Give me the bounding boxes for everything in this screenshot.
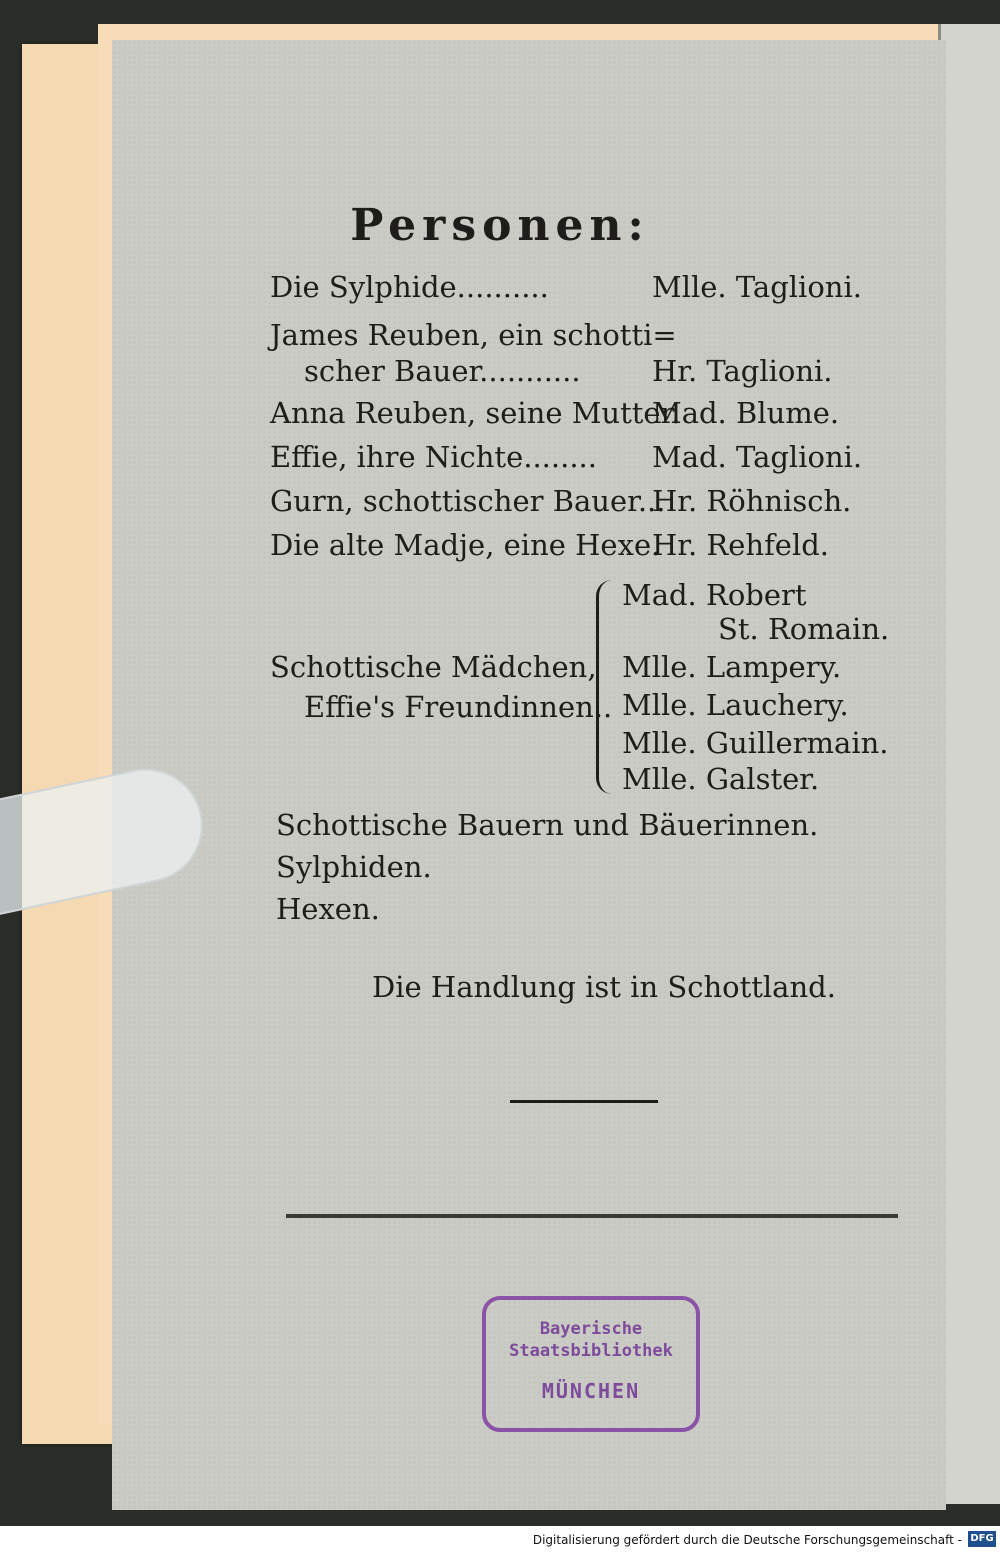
- cast-actor: Mad. Taglioni.: [652, 440, 863, 474]
- stamp-city: MÜNCHEN: [541, 1379, 641, 1403]
- group-actor: Mlle. Lauchery.: [622, 688, 849, 722]
- stamp-line: Staatsbibliothek: [509, 1341, 673, 1361]
- page-heading: Personen:: [350, 200, 650, 251]
- page-rule: [286, 1214, 898, 1218]
- group-role: Effie's Freundinnen..: [304, 690, 613, 724]
- footer-bar: [0, 1526, 1000, 1554]
- cast-actor: Hr. Taglioni.: [652, 354, 833, 388]
- cast-actor: Mad. Blume.: [652, 396, 840, 430]
- stamp-line: Bayerische: [539, 1319, 643, 1339]
- cast-role: Anna Reuben, seine Mutter.: [270, 396, 681, 430]
- book-page: [112, 40, 946, 1510]
- setting-line: Die Handlung ist in Schottland.: [372, 970, 836, 1004]
- section-divider: [510, 1100, 658, 1103]
- dfg-logo: DFG: [968, 1531, 996, 1547]
- group-actor: St. Romain.: [718, 612, 890, 646]
- group-actor: Mlle. Lampery.: [622, 650, 842, 684]
- group-actor: Mlle. Galster.: [622, 762, 820, 796]
- group-actor: Mad. Robert: [622, 578, 807, 612]
- extras-line: Hexen.: [276, 892, 380, 926]
- group-actor: Mlle. Guillermain.: [622, 726, 889, 760]
- cast-actor: Mlle. Taglioni.: [652, 270, 862, 304]
- cast-role: scher Bauer...........: [304, 354, 581, 388]
- extras-line: Schottische Bauern und Bäuerinnen.: [276, 808, 819, 842]
- cast-actor: Hr. Rehfeld.: [652, 528, 830, 562]
- cast-role: Die Sylphide..........: [270, 270, 549, 304]
- cast-role: Gurn, schottischer Bauer...: [270, 484, 666, 518]
- library-stamp: [482, 1296, 700, 1432]
- cast-role: Die alte Madje, eine Hexe.: [270, 528, 661, 562]
- extras-line: Sylphiden.: [276, 850, 432, 884]
- cast-role: Effie, ihre Nichte........: [270, 440, 597, 474]
- group-brace: [596, 580, 617, 794]
- cast-role: James Reuben, ein schotti=: [270, 318, 677, 352]
- group-role: Schottische Mädchen,: [270, 650, 597, 684]
- funding-credit: Digitalisierung gefördert durch die Deutsche Forschungsgemeinschaft -: [532, 1533, 962, 1547]
- cast-actor: Hr. Röhnisch.: [652, 484, 852, 518]
